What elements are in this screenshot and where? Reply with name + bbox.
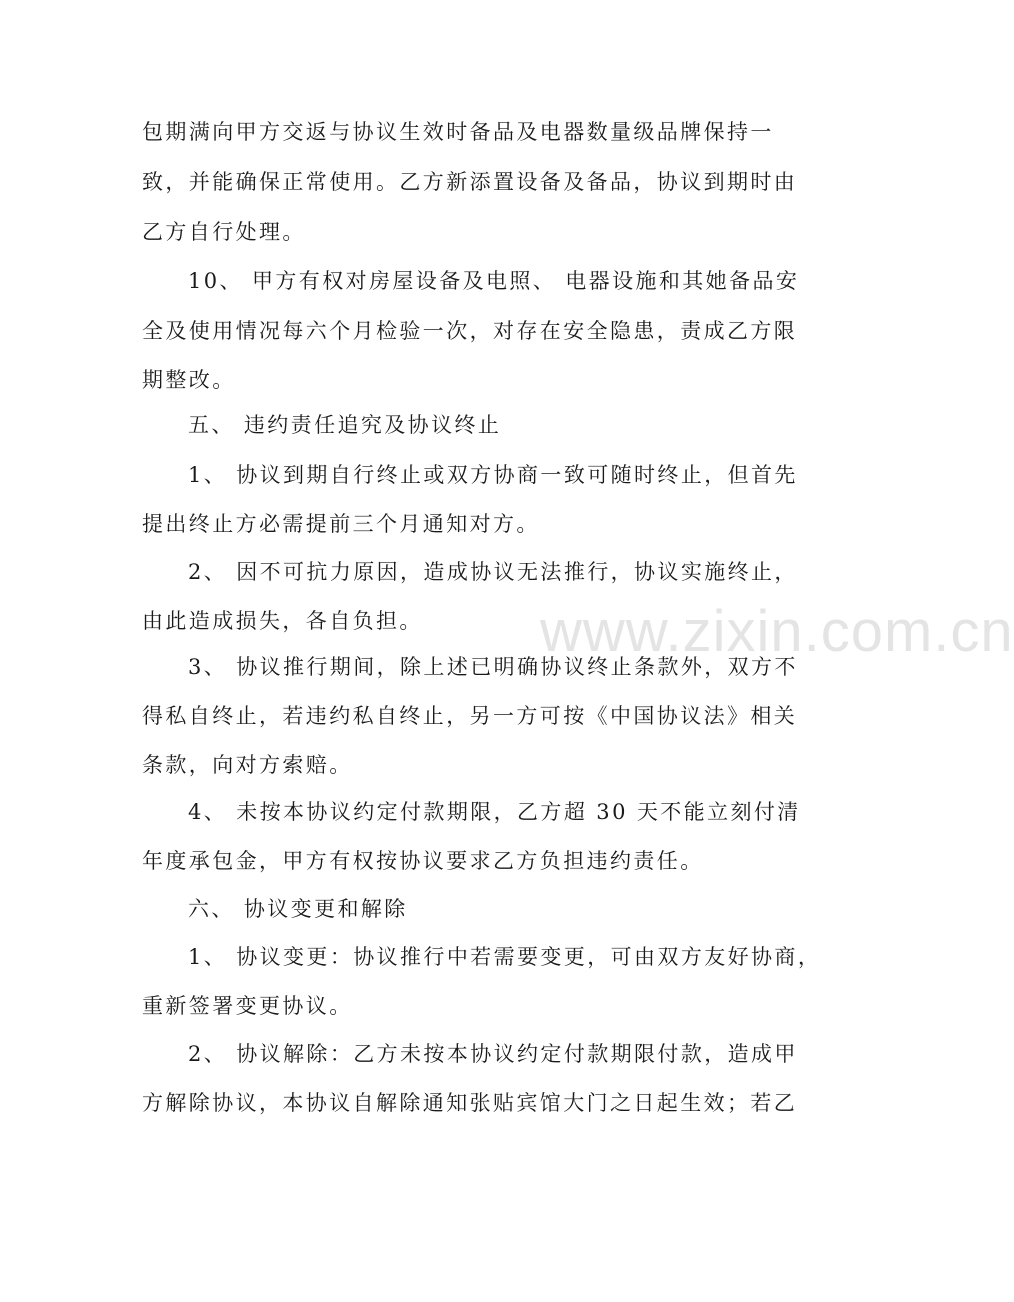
text-line: 4、 未按本协议约定付款期限，乙方超 30 天不能立刻付清 <box>188 800 801 824</box>
text-line: 乙方自行处理。 <box>142 220 306 244</box>
text-line: 提出终止方必需提前三个月通知对方。 <box>142 512 540 536</box>
text-line: 年度承包金，甲方有权按协议要求乙方负担违约责任。 <box>142 849 704 873</box>
text-line: 全及使用情况每六个月检验一次，对存在安全隐患，责成乙方限 <box>142 319 798 343</box>
text-line: 1、 协议变更：协议推行中若需要变更，可由双方友好协商， <box>188 945 822 969</box>
text-line: 条款，向对方索赔。 <box>142 753 353 777</box>
section-heading: 六、 协议变更和解除 <box>188 897 408 921</box>
text-line: 得私自终止，若违约私自终止，另一方可按《中国协议法》相关 <box>142 704 798 728</box>
text-line: 3、 协议推行期间，除上述已明确协议终止条款外，双方不 <box>188 655 798 679</box>
section-heading: 五、 违约责任追究及协议终止 <box>188 413 502 437</box>
text-line: 包期满向甲方交返与协议生效时备品及电器数量级品牌保持一 <box>142 120 774 144</box>
text-line: 方解除协议，本协议自解除通知张贴宾馆大门之日起生效；若乙 <box>142 1091 798 1115</box>
text-line: 期整改。 <box>142 368 236 392</box>
text-line: 由此造成损失，各自负担。 <box>142 609 423 633</box>
text-line: 2、 因不可抗力原因，造成协议无法推行，协议实施终止， <box>188 560 798 584</box>
text-line: 1、 协议到期自行终止或双方协商一致可随时终止，但首先 <box>188 463 798 487</box>
text-line: 10、 甲方有权对房屋设备及电照、 电器设施和其她备品安 <box>188 269 800 293</box>
watermark: www.zixin.com.cn <box>540 599 1014 664</box>
text-line: 致，并能确保正常使用。乙方新添置设备及备品，协议到期时由 <box>142 170 798 194</box>
text-line: 重新签署变更协议。 <box>142 994 353 1018</box>
text-line: 2、 协议解除：乙方未按本协议约定付款期限付款，造成甲 <box>188 1042 798 1066</box>
